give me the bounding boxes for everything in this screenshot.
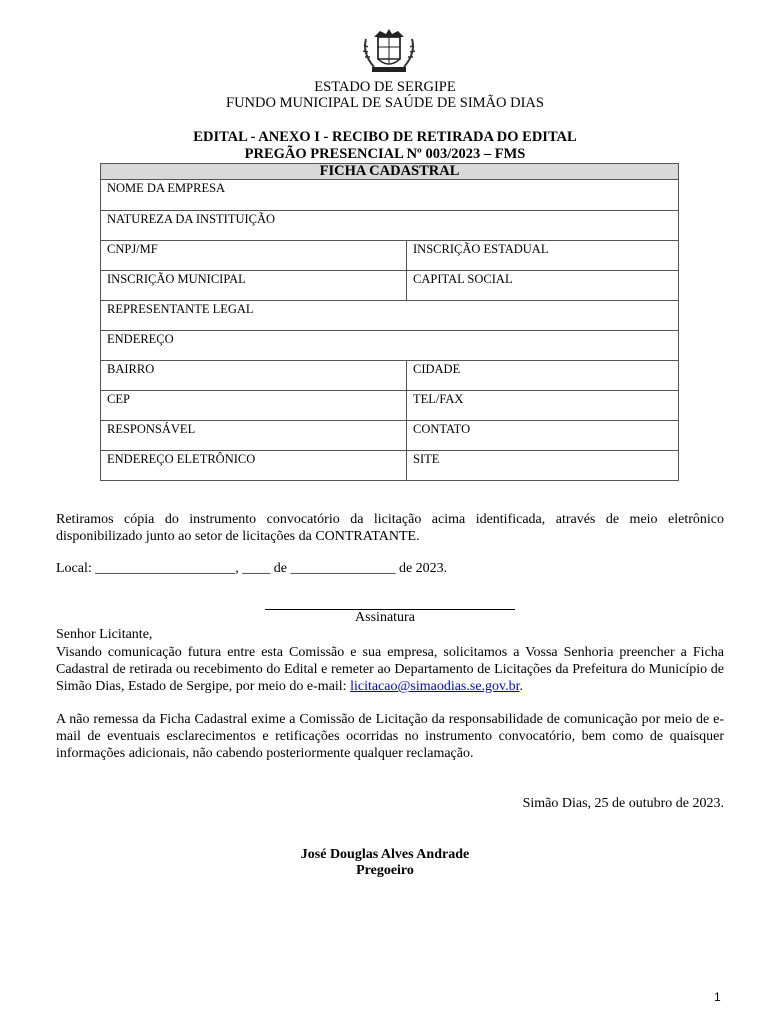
coat-of-arms-emblem xyxy=(360,25,418,77)
retrieval-paragraph: Retiramos cópia do instrumento convocatório da licitação acima identificada, através de meio eletrônico disponibilizado junto ao setor de licitações da CONTRATANTE. xyxy=(56,512,724,544)
field-address[interactable]: ENDEREÇO xyxy=(101,331,679,361)
field-institution-nature[interactable]: NATUREZA DA INSTITUIÇÃO xyxy=(101,211,679,241)
signatory-name: José Douglas Alves Andrade xyxy=(300,847,470,862)
instructions-end: . xyxy=(519,679,524,694)
field-city[interactable]: CIDADE xyxy=(407,361,679,391)
pregao-title: PREGÃO PRESENCIAL Nº 003/2023 – FMS xyxy=(244,146,526,162)
instructions-paragraph xyxy=(56,644,724,695)
field-company-name[interactable]: NOME DA EMPRESA xyxy=(101,180,679,211)
field-responsible[interactable]: RESPONSÁVEL xyxy=(101,421,407,451)
fund-name: FUNDO MUNICIPAL DE SAÚDE DE SIMÃO DIAS xyxy=(226,95,544,111)
field-email-address[interactable]: ENDEREÇO ELETRÔNICO xyxy=(101,451,407,481)
signature-label: Assinatura xyxy=(355,610,415,625)
field-cnpj[interactable]: CNPJ/MF xyxy=(101,241,407,271)
salutation: Senhor Licitante, xyxy=(56,627,153,642)
instructions-text: Visando comunicação futura entre esta Comissão e sua empresa, solicitamos a Vossa Senhoria preencher a Ficha Cadastral de retirada ou recebimento do Edital e remeter ao Departamento de Licitações da Prefeitura do Município de Simão Dias, Estado de Sergipe, por meio do e-mail: xyxy=(56,645,724,694)
registration-form-table xyxy=(100,163,679,481)
field-municipal-registration[interactable]: INSCRIÇÃO MUNICIPAL xyxy=(101,271,407,301)
field-neighborhood[interactable]: BAIRRO xyxy=(101,361,407,391)
page-number: 1 xyxy=(714,990,721,1004)
edital-title: EDITAL - ANEXO I - RECIBO DE RETIRADA DO EDITAL xyxy=(193,129,577,145)
field-contact[interactable]: CONTATO xyxy=(407,421,679,451)
field-share-capital[interactable]: CAPITAL SOCIAL xyxy=(407,271,679,301)
field-phone-fax[interactable]: TEL/FAX xyxy=(407,391,679,421)
form-title: FICHA CADASTRAL xyxy=(101,164,679,180)
local-date-line: Local: ____________________, ____ de _______________ de 2023. xyxy=(56,561,448,576)
field-legal-representative[interactable]: REPRESENTANTE LEGAL xyxy=(101,301,679,331)
email-link[interactable]: licitacao@simaodias.se.gov.br xyxy=(350,679,520,694)
field-site[interactable]: SITE xyxy=(407,451,679,481)
place-date: Simão Dias, 25 de outubro de 2023. xyxy=(522,796,724,811)
field-zip[interactable]: CEP xyxy=(101,391,407,421)
signatory-role: Pregoeiro xyxy=(356,863,414,878)
state-name: ESTADO DE SERGIPE xyxy=(314,79,456,95)
field-state-registration[interactable]: INSCRIÇÃO ESTADUAL xyxy=(407,241,679,271)
non-submission-paragraph: A não remessa da Ficha Cadastral exime a Comissão de Licitação da responsabilidade de comunicação por meio de e-mail de eventuais esclarecimentos e retificações ocorridas no instrumento convocatório, bem como de quaisquer informações adicionais, não cabendo posteriormente qualquer reclamação. xyxy=(56,712,724,761)
